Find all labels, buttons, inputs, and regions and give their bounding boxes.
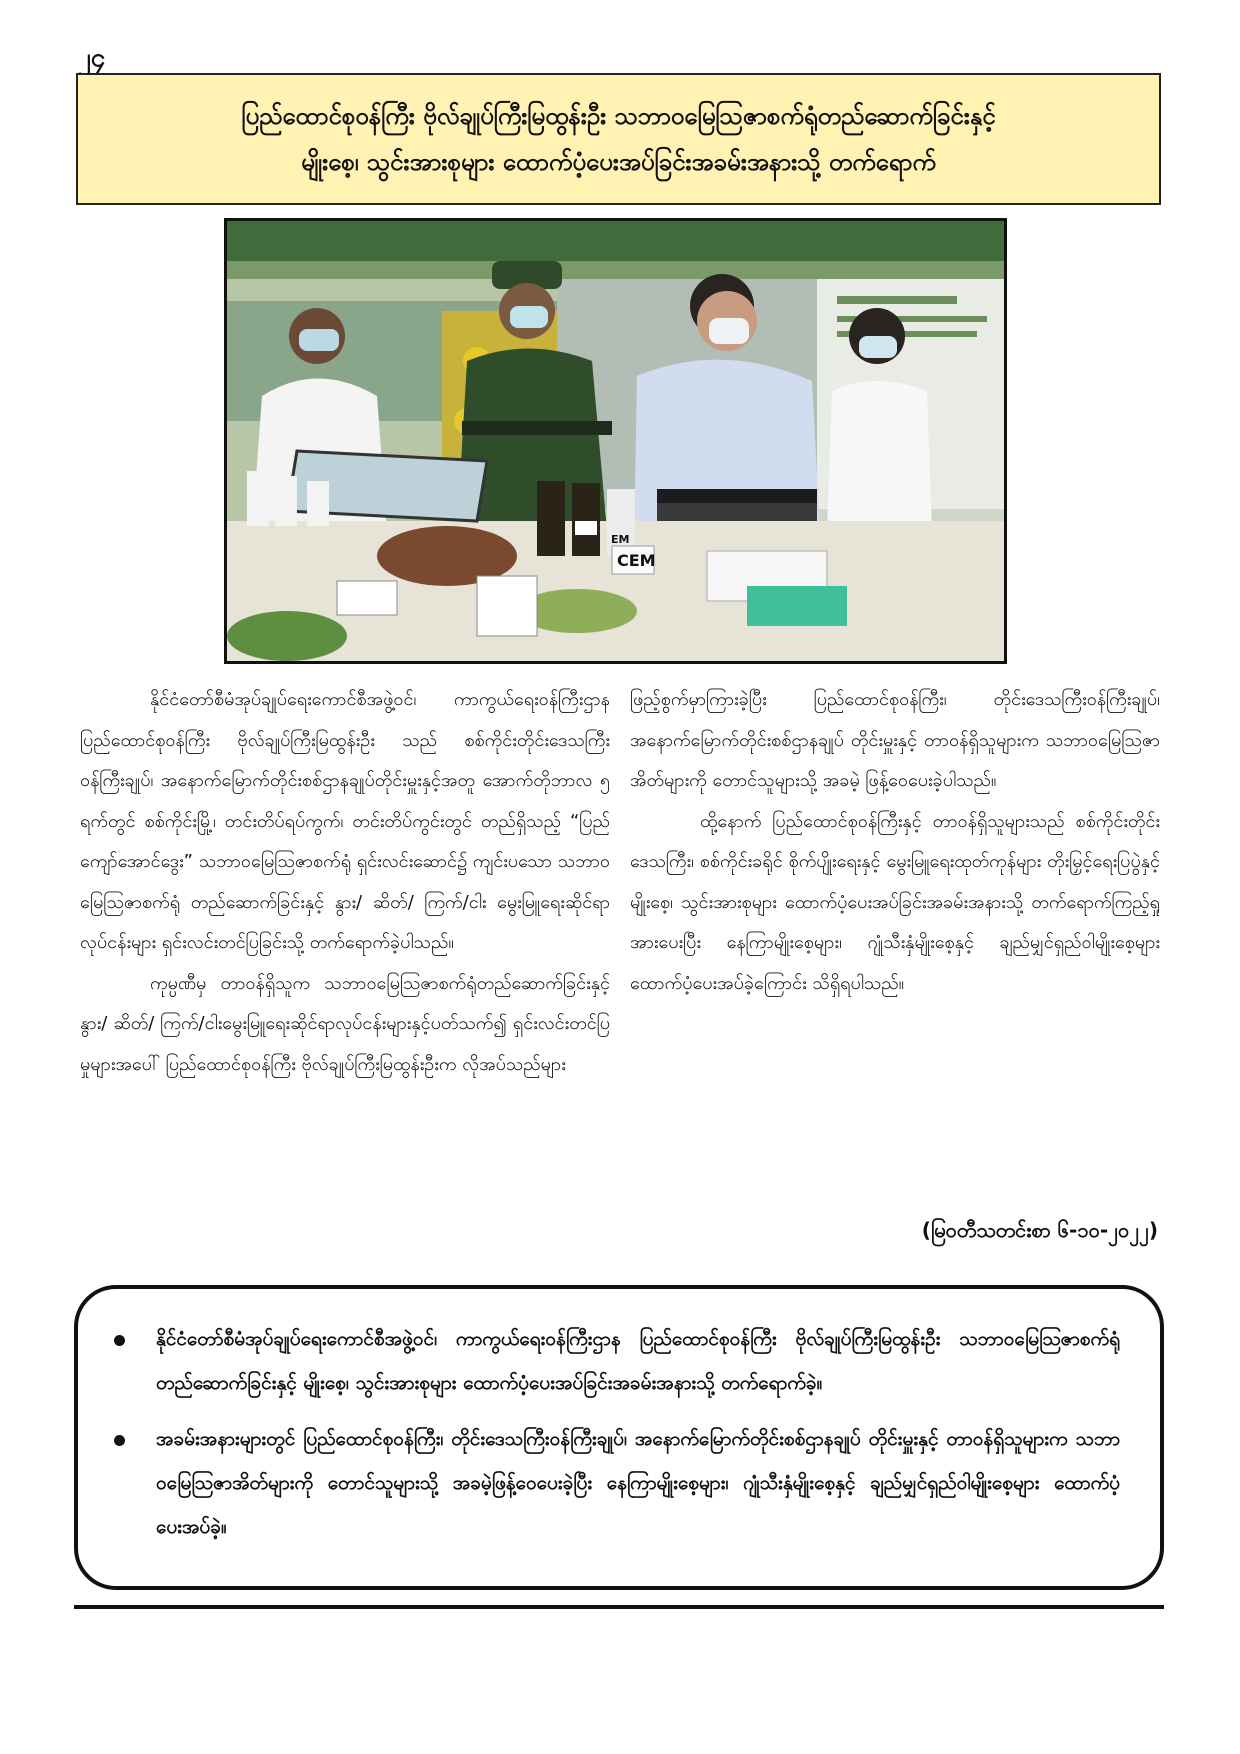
source-citation: (မြဝတီသတင်းစာ ၆-၁၀-၂၀၂၂) bbox=[921, 1218, 1158, 1242]
article-paragraph: ဖြည့်စွက်မှာကြားခဲ့ပြီး ပြည်ထောင်စုဝန်ကြီး၊ တိုင်းဒေသကြီးဝန်ကြီးချုပ်၊ အနောက်မြောက်တိုင်းစစ်ဌာနချုပ် တိုင်းမှူးနှင့် တာဝန်ရှိသူများက သဘာဝမြေသြဇာအိတ်များကို တောင်သူများသို့ အခမဲ့ ဖြန့်ဝေပေးခဲ့ပါသည်။ bbox=[630, 689, 1160, 791]
bullet-icon bbox=[114, 1435, 125, 1446]
summary-box bbox=[74, 1285, 1164, 1590]
summary-item bbox=[108, 1317, 1120, 1405]
article-paragraph: နိုင်ငံတော်စီမံအုပ်ချုပ်ရေးကောင်စီအဖွဲ့ဝင်၊ ကာကွယ်ရေးဝန်ကြီးဌာန ပြည်ထောင်စုဝန်ကြီး ဗိုလ်ချုပ်ကြီးမြထွန်းဦး သည် စစ်ကိုင်းတိုင်းဒေသကြီးဝန်ကြီးချုပ်၊ အနောက်မြောက်တိုင်းစစ်ဌာနချုပ်တိုင်းမှူးနှင့်အတူ အောက်တိုဘာလ ၅ ရက်တွင် စစ်ကိုင်းမြို့၊ တင်းတိပ်ရပ်ကွက်၊ တင်းတိပ်ကွင်းတွင် တည်ရှိသည့် “ပြည်ကျော်အောင်ဒွေး” သဘာဝမြေသြဇာစက်ရုံ ရှင်းလင်းဆောင်၌ ကျင်းပသော သဘာဝမြေသြဇာစက်ရုံ တည်ဆောက်ခြင်းနှင့် နွား/ ဆိတ်/ ကြက်/ငါး မွေးမြူရေးဆိုင်ရာလုပ်ငန်းများ ရှင်းလင်းတင်ပြခြင်းသို့ တက်ရောက်ခဲ့ပါသည်။ bbox=[80, 689, 610, 953]
bottom-divider bbox=[74, 1605, 1164, 1609]
photo-label-cem: CEM bbox=[617, 551, 656, 570]
summary-item bbox=[108, 1417, 1120, 1549]
article-paragraph: ကုမ္ပဏီမှ တာဝန်ရှိသူက သဘာဝမြေသြဇာစက်ရုံတည်ဆောက်ခြင်းနှင့် နွား/ ဆိတ်/ ကြက်/ငါးမွေးမြူရေးဆိုင်ရာလုပ်ငန်းများနှင့်ပတ်သက်၍ ရှင်းလင်းတင်ပြမှုများအပေါ် ပြည်ထောင်စုဝန်ကြီး ဗိုလ်ချုပ်ကြီးမြထွန်းဦးက လိုအပ်သည်များ bbox=[80, 972, 610, 1075]
news-photo bbox=[224, 218, 1007, 664]
page-number: ၂၄ bbox=[78, 43, 106, 73]
photo-icon bbox=[227, 221, 1004, 661]
headline-line-1: ပြည်ထောင်စုဝန်ကြီး ဗိုလ်ချုပ်ကြီးမြထွန်းဦး သဘာဝမြေသြဇာစက်ရုံတည်ဆောက်ခြင်းနှင့် bbox=[241, 102, 996, 130]
summary-item-text: အခမ်းအနားများတွင် ပြည်ထောင်စုဝန်ကြီး၊ တိုင်းဒေသကြီးဝန်ကြီးချုပ်၊ အနောက်မြောက်တိုင်းစစ်ဌာနချုပ် တိုင်းမှူးနှင့် တာဝန်ရှိသူများက သဘာဝမြေသြဇာအိတ်များကို တောင်သူများသို့ အခမဲ့ဖြန့်ဝေပေးခဲ့ပြီး နေကြာမျိုးစေ့များ၊ ဂျုံသီးနှံမျိုးစေ့နှင့် ချည်မျှင်ရှည်ဝါမျိုးစေ့များ ထောက်ပံ့ပေးအပ်ခဲ့။ bbox=[156, 1428, 1120, 1538]
headline-line-2: မျိုးစေ့၊ သွင်းအားစုများ ထောက်ပံ့ပေးအပ်ခြင်းအခမ်းအနားသို့ တက်ရောက် bbox=[301, 148, 936, 176]
photo-label-em: EM bbox=[611, 533, 630, 546]
summary-list bbox=[108, 1317, 1120, 1549]
article-column-right bbox=[630, 680, 1160, 1004]
summary-item-text: နိုင်ငံတော်စီမံအုပ်ချုပ်ရေးကောင်စီအဖွဲ့ဝင်၊ ကာကွယ်ရေးဝန်ကြီးဌာန ပြည်ထောင်စုဝန်ကြီး ဗိုလ်ချုပ်ကြီးမြထွန်းဦး သဘာဝမြေသြဇာစက်ရုံ တည်ဆောက်ခြင်းနှင့် မျိုးစေ့၊ သွင်းအားစုများ ထောက်ပံ့ပေးအပ်ခြင်းအခမ်းအနားသို့ တက်ရောက်ခဲ့။ bbox=[156, 1328, 1120, 1394]
headline-box bbox=[76, 73, 1161, 205]
article-column-left bbox=[80, 680, 610, 1085]
article-paragraph: ထို့နောက် ပြည်ထောင်စုဝန်ကြီးနှင့် တာဝန်ရှိသူများသည် စစ်ကိုင်းတိုင်းဒေသကြီး၊ စစ်ကိုင်းခရိုင် စိုက်ပျိုးရေးနှင့် မွေးမြူရေးထုတ်ကုန်များ တိုးမြှင့်ရေးပြပွဲနှင့် မျိုးစေ့၊ သွင်းအားစုများ ထောက်ပံ့ပေးအပ်ခြင်းအခမ်းအနားသို့ တက်ရောက်ကြည့်ရှုအားပေးပြီး နေကြာမျိုးစေ့များ၊ ဂျုံသီးနှံမျိုးစေ့နှင့် ချည်မျှင်ရှည်ဝါမျိုးစေ့များ ထောက်ပံ့ပေးအပ်ခဲ့ကြောင်း သိရှိရပါသည်။ bbox=[630, 810, 1160, 994]
bullet-icon bbox=[114, 1335, 125, 1346]
